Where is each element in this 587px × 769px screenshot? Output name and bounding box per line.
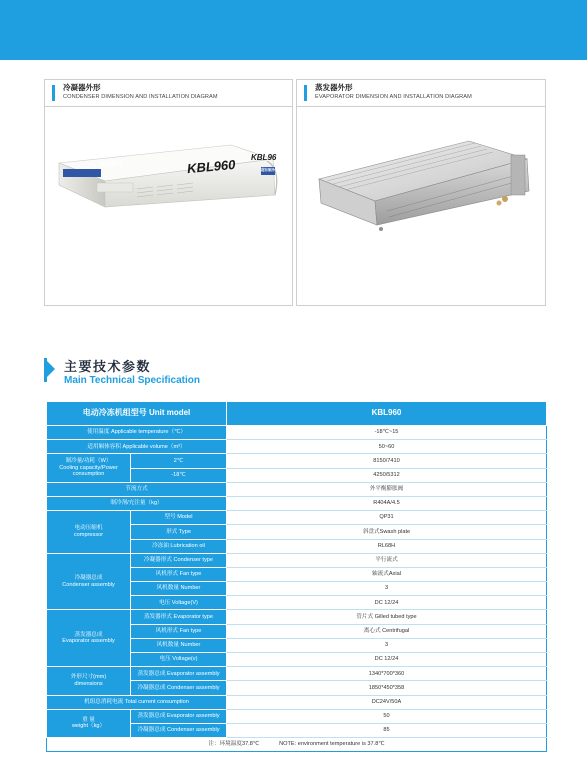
section-title-en: Main Technical Specification <box>64 375 200 386</box>
weight-label: 重 量 weight（kg） <box>47 709 131 737</box>
condenser-title-en: CONDENSER DIMENSION AND INSTALLATION DIAGRAM <box>63 94 218 100</box>
temp-value: -18℃~15 <box>227 426 547 440</box>
cooling-m18-value: 4250/5312 <box>227 468 547 482</box>
table-row <box>47 454 547 468</box>
cond-type-label: 冷凝器形式 Condenser type <box>131 553 227 567</box>
cond-volt-label: 电压 Voltage(V) <box>131 596 227 610</box>
cooling-label: 制冷量/功耗（W） Cooling capacity/Power consumption <box>47 454 131 482</box>
comp-type-value: 斜盘式Swash plate <box>227 525 547 539</box>
evaporator-title-cn: 蒸发器外形 <box>315 83 353 92</box>
cond-fan-value: 轴流式Axial <box>227 567 547 581</box>
throttle-value: 外平衡膨胀阀 <box>227 482 547 496</box>
table-row <box>47 496 547 510</box>
evaporator-panel-header <box>297 80 545 107</box>
evap-fannum-label: 风机数量 Number <box>131 638 227 652</box>
evap-volt-label: 电压 Voltage(v) <box>131 653 227 667</box>
note-en: NOTE: environment temperature is 37.8℃ <box>279 741 385 748</box>
table-row <box>47 511 547 525</box>
condenser-title-cn: 冷凝器外形 <box>63 83 101 92</box>
condenser-image <box>45 107 292 305</box>
condenser-side-text: KBL96 <box>251 153 277 162</box>
comp-oil-value: RL68H <box>227 539 547 553</box>
evap-fan-value: 离心式 Centrifugal <box>227 624 547 638</box>
comp-oil-label: 冷冻油 Lubrication oil <box>131 539 227 553</box>
compressor-label: 电动压缩机 compressor <box>47 511 131 554</box>
dims-cond-value: 1850*450*358 <box>227 681 547 695</box>
evap-volt-value: DC 12/24 <box>227 653 547 667</box>
comp-type-label: 形式 Type <box>131 525 227 539</box>
cond-fan-label: 风机形式 Fan type <box>131 567 227 581</box>
volume-label: 适用厢体容积 Applicable volume（m³） <box>47 440 227 454</box>
comp-model-value: QP31 <box>227 511 547 525</box>
table-row <box>47 667 547 681</box>
table-row <box>47 426 547 440</box>
cond-volt-value: DC 12/24 <box>227 596 547 610</box>
condenser-model-text: KBL960 <box>186 156 236 177</box>
unit-model-value: KBL960 <box>227 402 547 426</box>
cond-type-value: 平行流式 <box>227 553 547 567</box>
cond-fannum-label: 风机数量 Number <box>131 582 227 596</box>
cooling-m18-label: -18℃ <box>131 468 227 482</box>
spec-table <box>46 401 547 752</box>
evap-fan-label: 风机形式 Fan type <box>131 624 227 638</box>
condenser-badge: 超有制冷 <box>98 161 124 169</box>
cooling-2c-label: 2℃ <box>131 454 227 468</box>
bullet-stem <box>44 358 47 382</box>
table-row <box>47 738 547 752</box>
cond-fannum-value: 3 <box>227 582 547 596</box>
condenser-assembly-label: 冷凝器总成 Condenser assembly <box>47 553 131 610</box>
table-row <box>47 440 547 454</box>
table-row <box>47 482 547 496</box>
current-value: DC24V/50A <box>227 695 547 709</box>
throttle-label: 节流方式 <box>47 482 227 496</box>
accent-bar <box>304 85 307 101</box>
condenser-panel <box>44 79 293 306</box>
evap-fannum-value: 3 <box>227 638 547 652</box>
comp-model-label: 型号 Model <box>131 511 227 525</box>
weight-cond-value: 85 <box>227 723 547 737</box>
evap-type-value: 管片式 Gilled tubed type <box>227 610 547 624</box>
table-row <box>47 709 547 723</box>
note-cn: 注：环境温度37.8℃ <box>208 741 260 748</box>
weight-cond-label: 冷凝器总成 Condenser assembly <box>131 723 227 737</box>
table-row <box>47 553 547 567</box>
table-row <box>47 695 547 709</box>
refrigerant-label: 制冷剂/充注量（kg） <box>47 496 227 510</box>
evaporator-title-en: EVAPORATOR DIMENSION AND INSTALLATION DIAGRAM <box>315 94 472 100</box>
dimensions-label: 外形尺寸(mm) dimensions <box>47 667 131 695</box>
refrigerant-value: R404A/4.5 <box>227 496 547 510</box>
volume-value: 50~60 <box>227 440 547 454</box>
cooling-2c-value: 8150/7410 <box>227 454 547 468</box>
evap-type-label: 蒸发器形式 Evaporator type <box>131 610 227 624</box>
evaporator-image <box>297 107 545 305</box>
evaporator-panel <box>296 79 546 306</box>
header-band <box>0 0 587 60</box>
table-row <box>47 402 547 426</box>
weight-evap-label: 蒸发器总成 Evaporator assembly <box>131 709 227 723</box>
condenser-panel-header <box>45 80 292 107</box>
dims-evap-label: 蒸发器总成 Evaporator assembly <box>131 667 227 681</box>
table-row <box>47 610 547 624</box>
temp-label: 使用温度 Applicable temperature（℃） <box>47 426 227 440</box>
section-title-cn: 主要技术参数 <box>64 359 152 374</box>
evaporator-assembly-label: 蒸发器总成 Evaporator assembly <box>47 610 131 667</box>
dims-evap-value: 1340*700*360 <box>227 667 547 681</box>
dims-cond-label: 冷凝器总成 Condenser assembly <box>131 681 227 695</box>
current-label: 机组总消耗电流 Total current consumption <box>47 695 227 709</box>
unit-model-label: 电动冷冻机组型号 Unit model <box>47 402 227 426</box>
weight-evap-value: 50 <box>227 709 547 723</box>
accent-bar <box>52 85 55 101</box>
condenser-side-badge: 超有制冷 <box>261 168 275 172</box>
table-note <box>47 738 547 752</box>
